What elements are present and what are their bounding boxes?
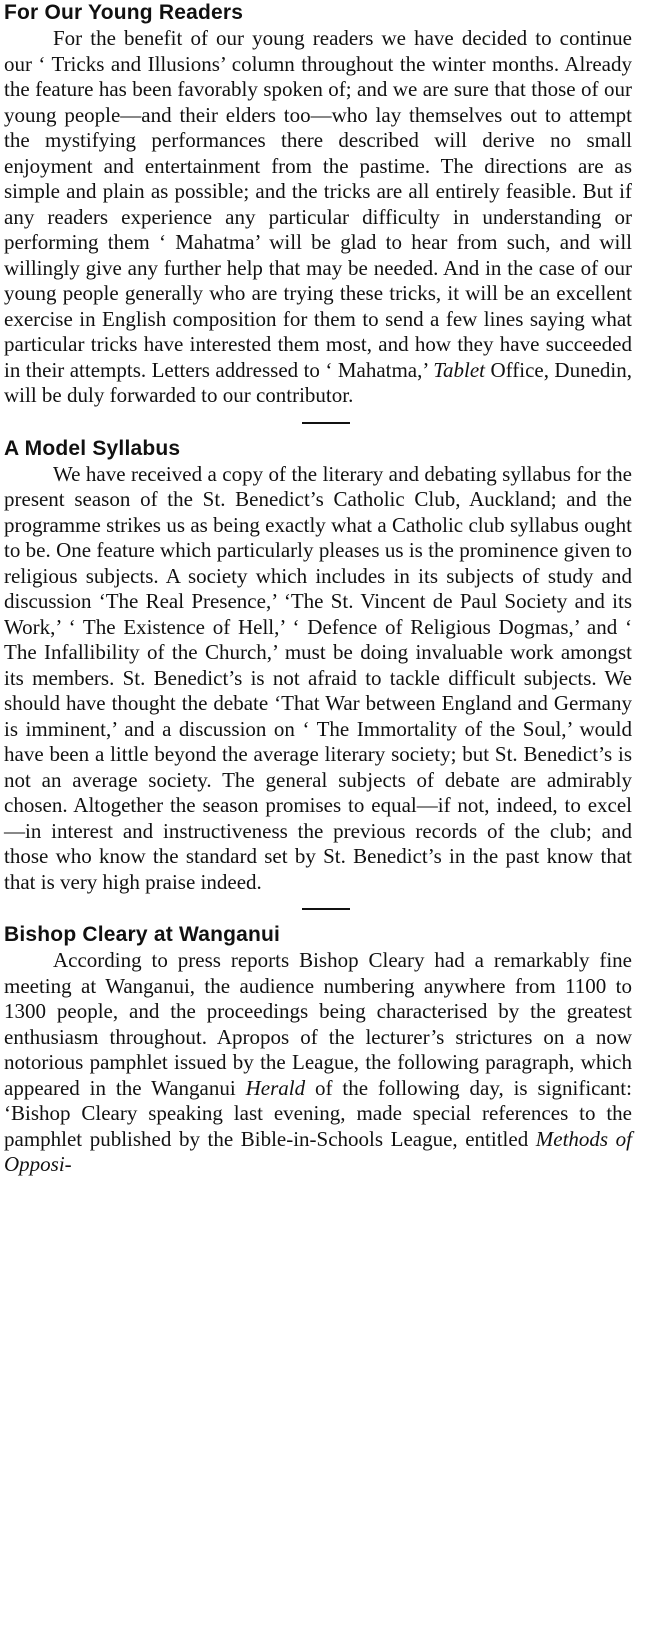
body-text-run: of the following day, is significant: ‘Bishop Cleary speaking last evening, made special references to the pamphlet published by the Bible-in-Schools League, entitled [4, 1075, 632, 1151]
body-text-run: For the benefit of our young readers we have decided to continue our ‘ Tricks and Illusions’ column throughout the winter months. Already the feature has been favorably spoken of; and we are sure that those of our young people—and their elders too—who lay themselves out to attempt the mystifying performances there described will derive no small enjoyment and entertainment from the pastime. The directions are as simple and plain as possible; and the tricks are all entirely feasible. But if any readers experience any particular difficulty in understanding or performing them ‘ Mahatma’ will be glad to hear from such, and will willingly give any further help that may be needed. And in the case of our young people generally who are trying these tricks, it will be an excellent exercise in English composition for them to send a few lines saying what particular tricks have interested them most, and how they have succeeded in their attempts. Letters addressed to ‘ Mahatma,’ [4, 26, 632, 382]
newspaper-name-italic: Herald [245, 1075, 306, 1100]
section-divider [302, 908, 350, 910]
newspaper-column [4, 0, 632, 1178]
section-body-bishop-cleary [4, 948, 632, 1178]
section-heading-model-syllabus: A Model Syllabus [4, 436, 181, 460]
body-text-run: According to press reports Bishop Cleary had a remarkably fine meeting at Wanganui, the audience numbering anywhere from 1100 to 1300 people, and the proceedings being characterised by the greatest enthusiasm throughout. Apropos of the lecturer’s strictures on a now notorious pamphlet issued by the League, the following paragraph, which appeared in the Wanganui [4, 948, 632, 1100]
section-divider [302, 422, 350, 424]
section-heading-bishop-cleary: Bishop Cleary at Wanganui [4, 923, 281, 946]
section-body-model-syllabus: We have received a copy of the literary and debating syllabus for the present season of the St. Benedict’s Catholic Club, Auckland; and the programme strikes us as being exactly what a Catholic club syllabus ought to be. One feature which particularly pleases us is the prominence given to religious subjects. A society which includes in its subjects of study and discussion ‘The Real Presence,’ ‘The St. Vincent de Paul Society and its Work,’ ‘ The Existence of Hell,’ ‘ Defence of Religious Dogmas,’ and ‘ The Infallibility of the Church,’ must be doing invaluable work amongst its members. St. Benedict’s is not afraid to tackle difficult subjects. We should have thought the debate ‘That War between England and Germany is imminent,’ and a discussion on ‘ The Immortality of the Soul,’ would have been a little beyond the average literary society; but St. Benedict’s is not an average society. The general subjects of debate are admirably chosen. Altogether the season promises to equal—if not, indeed, to excel—in interest and instructiveness the previous records of the club; and those who know the standard set by St. Benedict’s in the past know that that is very high praise indeed. [4, 461, 632, 894]
publication-name-italic: Tablet [433, 357, 486, 382]
pamphlet-title-italic: Methods of Opposi- [4, 1126, 633, 1176]
section-heading-young-readers: For Our Young Readers [4, 1, 244, 24]
body-text-run: Office, Dunedin, will be duly forwarded to our contributor. [4, 357, 632, 407]
section-body-young-readers [4, 26, 632, 409]
